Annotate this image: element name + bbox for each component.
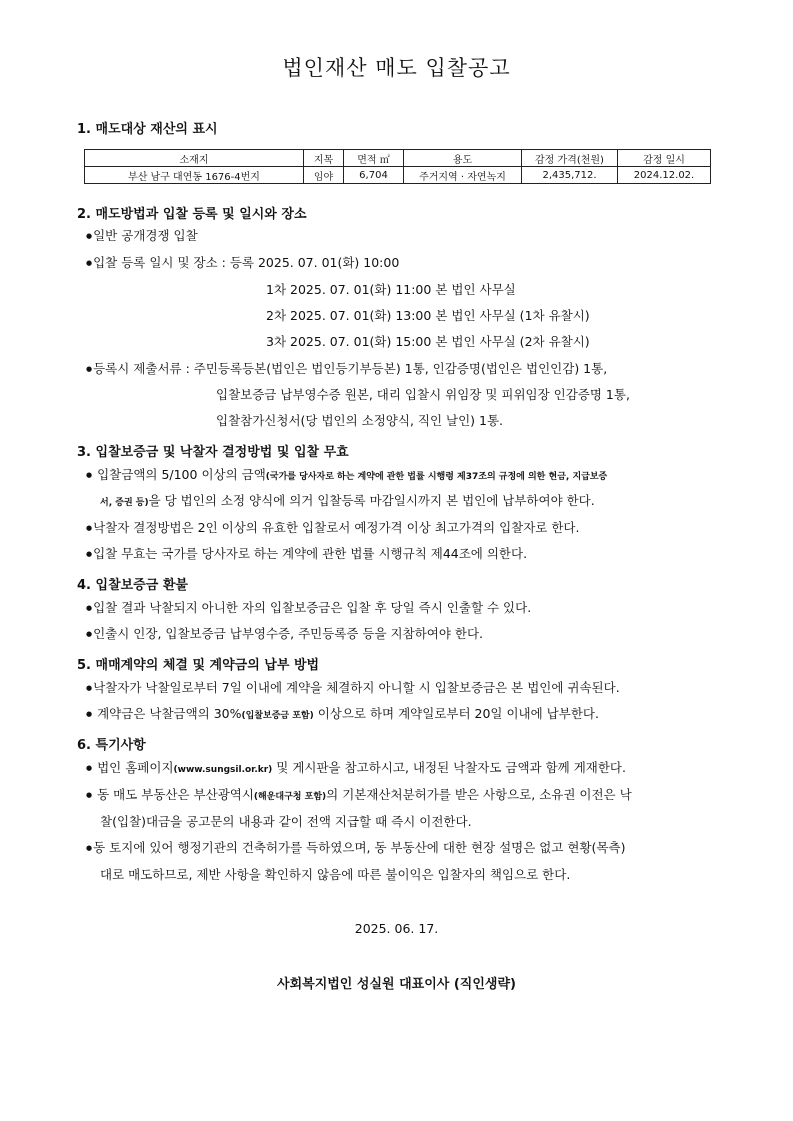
header-appraised-price: 감정 가격(천원): [522, 150, 618, 167]
s3-line-3: ● 낙찰자 결정방법은 2인 이상의 유효한 입찰로서 예정가격 이상 최고가격의 입찰자로 한다.: [86, 520, 579, 536]
s2-line-5: 3차 2025. 07. 01(화) 15:00 본 법인 사무실 (2차 유찰시): [266, 334, 590, 349]
property-table: [84, 149, 711, 184]
s2-line-3: 1차 2025. 07. 01(화) 11:00 본 법인 사무실: [266, 282, 516, 297]
s6-line-2-text: 동 매도 부동산은 부산광역시: [97, 787, 254, 802]
s6-line-4: ● 동 토지에 있어 행정기관의 건축허가를 득하였으며, 동 부동산에 대한 현장 설명은 없고 현황(목측): [86, 840, 625, 856]
s2-line-1: ● 일반 공개경쟁 입찰: [86, 228, 198, 244]
s2-line-4: 2차 2025. 07. 01(화) 13:00 본 법인 사무실 (1차 유찰시): [266, 308, 590, 323]
s6-line-1-text: 법인 홈페이지: [97, 760, 174, 775]
cell-use: 주거지역 · 자연녹지: [404, 167, 522, 184]
s5-line-1: ● 낙찰자가 낙찰일로부터 7일 이내에 계약을 체결하지 아니할 시 입찰보증금은 본 법인에 귀속된다.: [86, 680, 620, 696]
s6-line-5: 대로 매도하므로, 제반 사항을 확인하지 않음에 따른 불이익은 입찰자의 책임으로 한다.: [100, 867, 571, 882]
header-area: 면적 ㎡: [344, 150, 404, 167]
cell-area: 6,704: [344, 167, 404, 184]
s6-line-1-rest: 및 게시판을 참고하시고, 내정된 낙찰자도 금액과 함께 게재한다.: [272, 760, 626, 775]
homepage-url: (www.sungsil.or.kr): [173, 765, 273, 775]
page-title: 법인재산 매도 입찰공고: [282, 56, 511, 80]
s4-line-2: ● 인출시 인장, 입찰보증금 납부영수증, 주민등록증 등을 지참하여야 한다.: [86, 626, 483, 642]
table-header-row: [85, 150, 711, 167]
s6-line-2-rest: 의 기본재산처분허가를 받은 사항으로, 소유권 이전은 낙: [326, 787, 632, 802]
s5-line-2: [86, 706, 599, 724]
s5-line-2-note: (입찰보증금 포함): [241, 711, 314, 721]
s2-line-2: ● 입찰 등록 일시 및 장소 : 등록 2025. 07. 01(화) 10:00: [86, 255, 399, 271]
s2-line-6: ● 등록시 제출서류 : 주민등록등본(법인은 법인등기부등본) 1통, 인감증명(법인은 법인인감) 1통,: [86, 361, 607, 377]
s3-line-1-note: (국가를 당사자로 하는 계약에 관한 법률 시행령 제37조의 규정에 의한 현금, 지급보증: [265, 472, 608, 482]
cell-location: 부산 남구 대연동 1676-4번지: [85, 167, 304, 184]
section-4-heading: 4. 입찰보증금 환불: [77, 578, 188, 593]
s6-line-2-note: (해운대구청 포함): [253, 792, 327, 802]
header-location: 소재지: [85, 150, 304, 167]
section-6-heading: 6. 특기사항: [77, 738, 146, 753]
cell-land-category: 임야: [304, 167, 344, 184]
cell-appraisal-date: 2024.12.02.: [618, 167, 711, 184]
cell-appraised-price: 2,435,712.: [522, 167, 618, 184]
s4-line-1: ● 입찰 결과 낙찰되지 아니한 자의 입찰보증금은 입찰 후 당일 즉시 인출할 수 있다.: [86, 600, 531, 616]
section-1-heading: 1. 매도대상 재산의 표시: [77, 122, 218, 137]
header-appraisal-date: 감정 일시: [618, 150, 711, 167]
section-3-heading: 3. 입찰보증금 및 낙찰자 결정방법 및 입찰 무효: [77, 445, 349, 460]
table-row: [85, 167, 711, 184]
s3-line-1-text: 입찰금액의 5/100 이상의 금액: [97, 467, 266, 482]
s2-line-7: 입찰보증금 납부영수증 원본, 대리 입찰시 위임장 및 피위임장 인감증명 1통,: [216, 387, 630, 402]
s6-line-1: [86, 760, 626, 778]
header-land-category: 지목: [304, 150, 344, 167]
s2-line-8: 입찰참가신청서(당 법인의 소정양식, 직인 날인) 1통.: [216, 413, 504, 428]
section-5-heading: 5. 매매계약의 체결 및 계약금의 납부 방법: [77, 658, 320, 673]
s3-line-2-text: 을 당 법인의 소정 양식에 의거 입찰등록 마감일시까지 본 법인에 납부하여야 한다.: [148, 493, 595, 508]
s6-line-2: [86, 787, 632, 805]
s3-line-1: [86, 467, 607, 485]
s3-line-2-note: 서, 증권 등): [100, 498, 149, 508]
s3-line-4: ● 입찰 무효는 국가를 당사자로 하는 계약에 관한 법률 시행규칙 제44조에 의한다.: [86, 546, 527, 562]
s3-line-2: [100, 493, 595, 511]
header-use: 용도: [404, 150, 522, 167]
s6-line-3: 찰(입찰)대금을 공고문의 내용과 같이 전액 지급할 때 즉시 이전한다.: [100, 814, 472, 829]
s5-line-2-text: 계약금은 낙찰금액의 30%: [97, 706, 242, 721]
s5-line-2-rest: 이상으로 하며 계약일로부터 20일 이내에 납부한다.: [313, 706, 599, 721]
notice-date: 2025. 06. 17.: [354, 921, 439, 936]
section-2-heading: 2. 매도방법과 입찰 등록 및 일시와 장소: [77, 207, 307, 222]
signature: 사회복지법인 성실원 대표이사 (직인생략): [277, 977, 516, 992]
